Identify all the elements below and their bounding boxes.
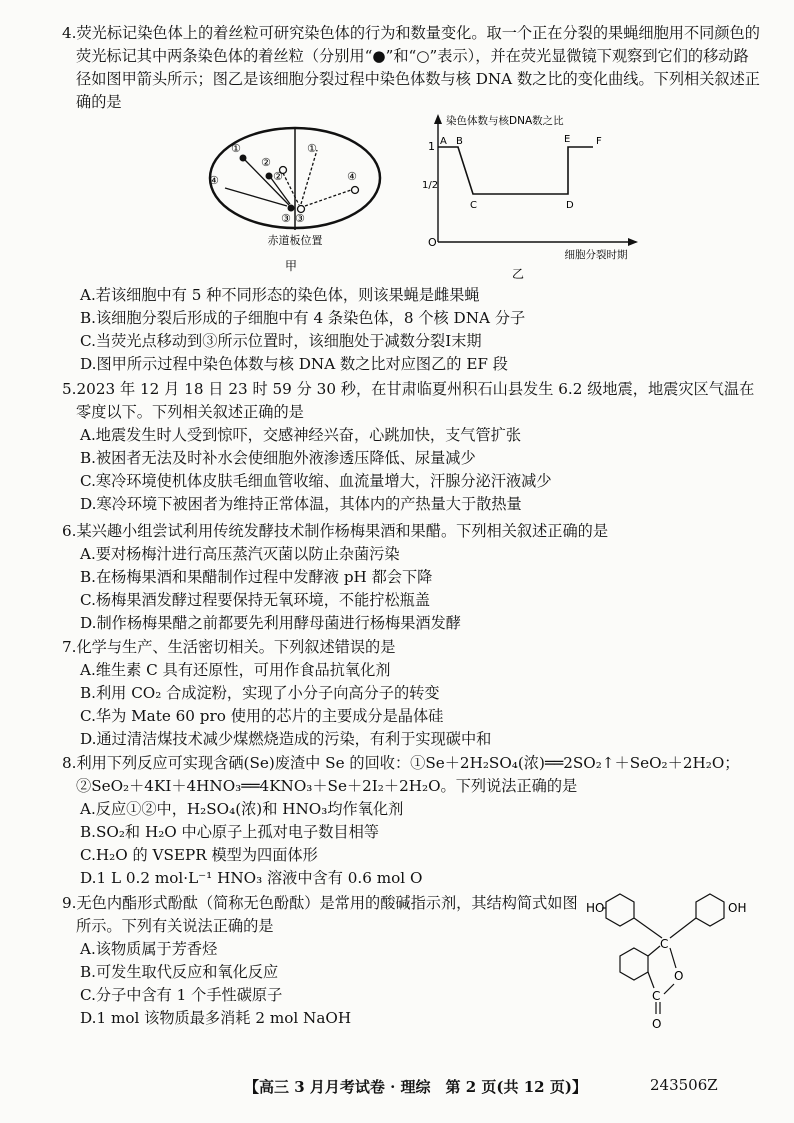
- path-arrow: [305, 190, 351, 206]
- path-arrow: [225, 188, 287, 206]
- question-5: [62, 378, 762, 516]
- point-label: B: [456, 136, 463, 147]
- option-b: B.在杨梅果酒和果醋制作过程中发酵液 pH 都会下降: [80, 568, 433, 586]
- marker-label: ③: [281, 212, 291, 225]
- option-d: D.图甲所示过程中染色体数与核 DNA 数之比对应图乙的 EF 段: [80, 355, 508, 373]
- marker-label: ④: [347, 170, 357, 183]
- marker-label: ①: [231, 142, 241, 155]
- option-b: B.SO₂和 H₂O 中心原子上孤对电子数目相等: [80, 823, 379, 841]
- option-c: C.当荧光点移动到③所示位置时，该细胞处于减数分裂Ⅰ末期: [80, 332, 482, 350]
- point-label: D: [566, 200, 574, 211]
- carbon-label: C: [660, 937, 669, 951]
- origin-label: O: [428, 236, 437, 249]
- question-6: [62, 520, 762, 635]
- option-c: C.H₂O 的 VSEPR 模型为四面体形: [80, 846, 318, 864]
- question-8: [62, 752, 762, 890]
- question-stem: 6.某兴趣小组尝试利用传统发酵技术制作杨梅果酒和果醋。下列相关叙述正确的是: [62, 522, 609, 540]
- point-label: C: [470, 200, 477, 211]
- oxygen-label: O: [652, 1017, 662, 1031]
- figure-jia: [195, 120, 395, 280]
- hydroxyl-label: OH: [728, 901, 747, 915]
- footer-title: 【高三 3 月月考试卷 · 理综 第 2 页(共 12 页)】: [244, 1078, 587, 1096]
- hollow-centromere: [352, 187, 359, 194]
- question-stem: 8.利用下列反应可实现含硒(Se)废渣中 Se 的回收：①Se＋2H₂SO₄(浓)══2SO₂↑＋SeO₂＋2H₂O；②SeO₂＋4KI＋4HNO₃══4KNO₃＋Se＋2I₂＋2H₂O。下列说法正确的是: [62, 754, 740, 795]
- y-tick-half: 1/2: [422, 180, 439, 191]
- option-b: B.可发生取代反应和氧化反应: [80, 963, 279, 981]
- option-d: D.1 mol 该物质最多消耗 2 mol NaOH: [80, 1009, 352, 1027]
- marker-label: ②: [273, 170, 283, 183]
- marker-label: ①: [307, 142, 317, 155]
- benzene-ring: [620, 948, 648, 980]
- footer-code: 243506Z: [650, 1076, 718, 1094]
- option-d: D.寒冷环境下被困者为维持正常体温，其体内的产热量大于散热量: [80, 495, 522, 513]
- option-a: A.反应①②中，H₂SO₄(浓)和 HNO₃均作氧化剂: [80, 800, 404, 818]
- question-7: [62, 636, 762, 751]
- ratio-curve: [438, 147, 593, 194]
- x-axis-label: 细胞分裂时期: [564, 249, 628, 261]
- carbon-label: C: [652, 989, 661, 1003]
- y-tick-1: 1: [428, 140, 435, 153]
- question-stem: 9.无色内酯形式酚酞（简称无色酚酞）是常用的酸碱指示剂，其结构简式如图所示。下列有关说法正确的是: [62, 894, 578, 935]
- question-4: [62, 22, 762, 114]
- figure-yi: [418, 112, 643, 284]
- plate-label: 赤道板位置: [267, 234, 323, 247]
- option-c: C.杨梅果酒发酵过程要保持无氧环境，不能拧松瓶盖: [80, 591, 431, 609]
- option-d: D.制作杨梅果醋之前都要先利用酵母菌进行杨梅果酒发酵: [80, 614, 461, 632]
- hydroxyl-label: HO: [586, 901, 605, 915]
- option-d: D.1 L 0.2 mol·L⁻¹ HNO₃ 溶液中含有 0.6 mol O: [80, 869, 423, 887]
- option-c: C.分子中含有 1 个手性碳原子: [80, 986, 283, 1004]
- path-arrow: [301, 150, 317, 204]
- option-b: B.利用 CO₂ 合成淀粉，实现了小分子向高分子的转变: [80, 684, 440, 702]
- question-4-options: [62, 284, 762, 376]
- option-c: C.寒冷环境使机体皮肤毛细血管收缩、血流量增大，汗腺分泌汗液减少: [80, 472, 552, 490]
- option-b: B.该细胞分裂后形成的子细胞中有 4 条染色体，8 个核 DNA 分子: [80, 309, 526, 327]
- option-a: A.维生素 C 具有还原性，可用作食品抗氧化剂: [80, 661, 391, 679]
- option-a: A.要对杨梅汁进行高压蒸汽灭菌以防止杂菌污染: [80, 545, 400, 563]
- figure-caption: 乙: [511, 267, 525, 281]
- point-label: E: [564, 134, 571, 145]
- figure-caption: 甲: [284, 259, 298, 273]
- option-b: B.被困者无法及时补水会使细胞外液渗透压降低、尿量减少: [80, 449, 476, 467]
- y-axis-label: 染色体数与核DNA数之比: [446, 115, 564, 127]
- option-a: A.地震发生时人受到惊吓，交感神经兴奋，心跳加快，支气管扩张: [80, 426, 522, 444]
- oxygen-label: O: [674, 969, 684, 983]
- point-label: A: [440, 136, 447, 147]
- marker-label: ④: [209, 174, 219, 187]
- option-c: C.华为 Mate 60 pro 使用的芯片的主要成分是晶体硅: [80, 707, 444, 725]
- filled-centromere: [288, 205, 295, 212]
- question-9: [62, 892, 582, 1030]
- option-a: A.该物质属于芳香烃: [80, 940, 218, 958]
- phenolphthalein-structure: [584, 888, 764, 1033]
- benzene-ring: [696, 894, 724, 926]
- option-d: D.通过清洁煤技术减少煤燃烧造成的污染，有利于实现碳中和: [80, 730, 492, 748]
- marker-label: ③: [295, 212, 305, 225]
- benzene-ring: [606, 894, 634, 926]
- path-arrow: [283, 173, 299, 205]
- marker-label: ②: [261, 156, 271, 169]
- question-stem: 5.2023 年 12 月 18 日 23 时 59 分 30 秒，在甘肃临夏州积石山县发生 6.2 级地震，地震灾区气温在零度以下。下列相关叙述正确的是: [62, 380, 755, 421]
- question-stem: 7.化学与生产、生活密切相关。下列叙述错误的是: [62, 638, 396, 656]
- question-stem: 4.荧光标记染色体上的着丝粒可研究染色体的行为和数量变化。取一个正在分裂的果蝇细胞用不同颜色的荧光标记其中两条染色体的着丝粒（分别用“●”和“○”表示），并在荧光显微镜下观察到它们的移动路径如图甲箭头所示；图乙是该细胞分裂过程中染色体数与核 DNA 数之比的变化曲线。下列相关叙述正确的是: [62, 24, 760, 111]
- option-a: A.若该细胞中有 5 种不同形态的染色体，则该果蝇是雌果蝇: [80, 286, 480, 304]
- point-label: F: [596, 136, 602, 147]
